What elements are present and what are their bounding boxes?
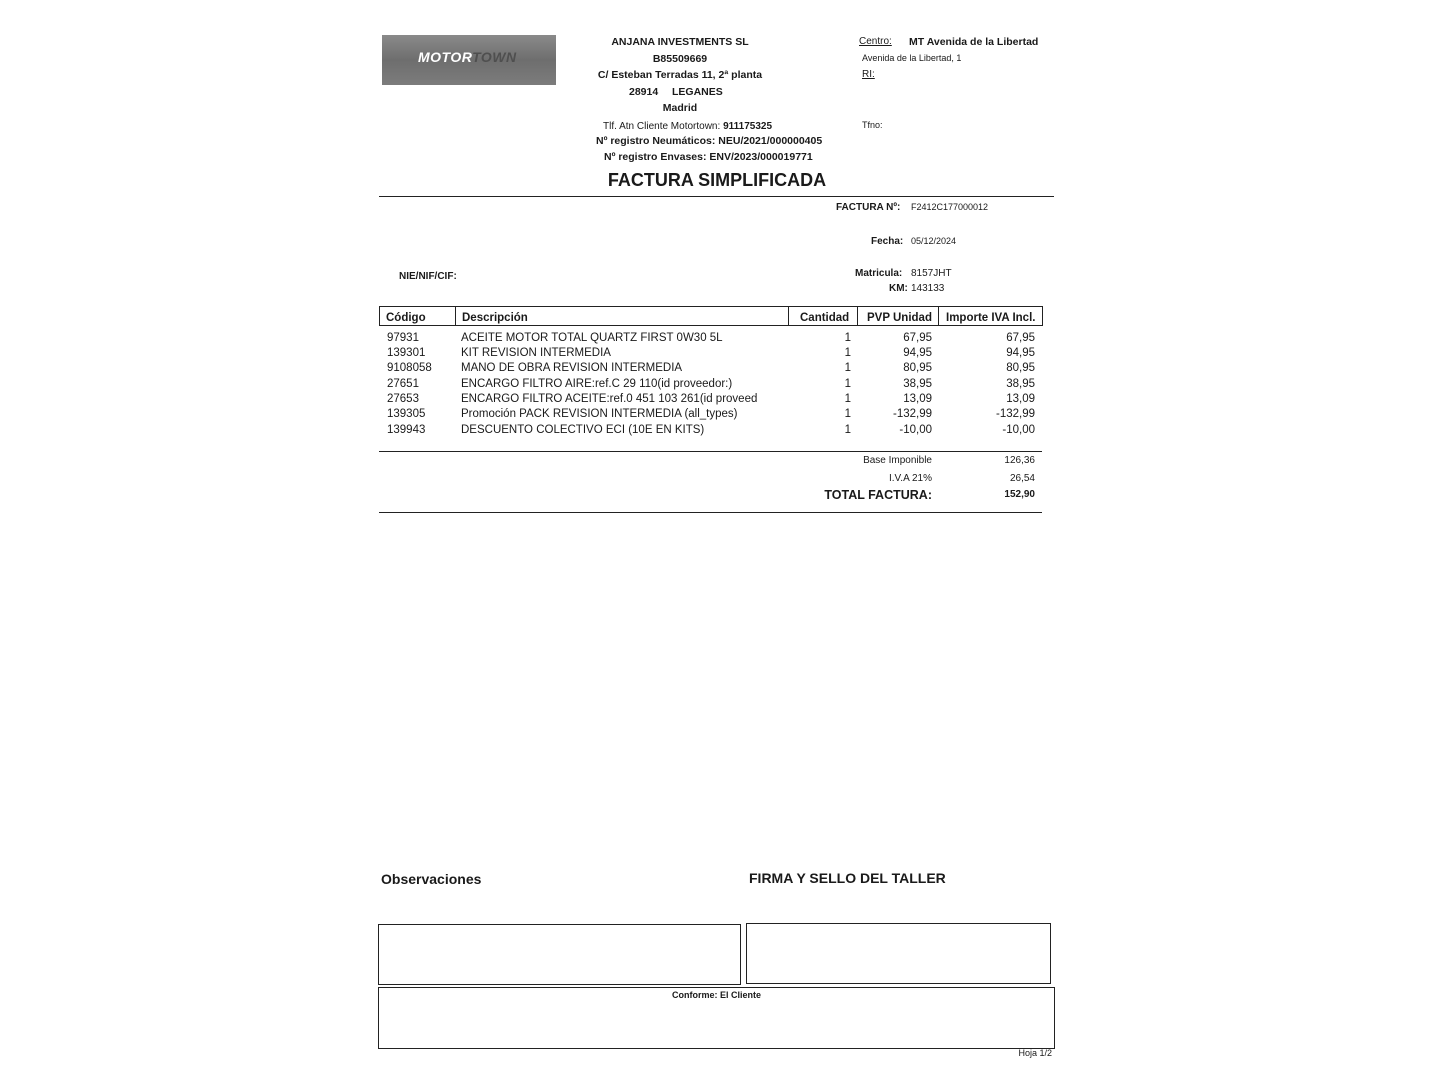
table-row — [379, 378, 1043, 393]
row-description: MANO DE OBRA REVISION INTERMEDIA — [461, 362, 683, 374]
plate-label: Matricula: — [855, 268, 903, 279]
invoice-date-label: Fecha: — [871, 236, 904, 247]
row-description: ACEITE MOTOR TOTAL QUARTZ FIRST 0W30 5L — [461, 332, 723, 344]
iva-label: I.V.A 21% — [889, 473, 932, 484]
company-city: LEGANES — [672, 86, 723, 98]
row-unit-price: 13,09 — [903, 393, 932, 405]
document-title: FACTURA SIMPLIFICADA — [607, 170, 827, 190]
nif-label: NIE/NIF/CIF: — [399, 271, 457, 282]
logo-text-motor: MOTOR — [418, 49, 473, 65]
totals-top-divider — [379, 451, 1042, 452]
row-amount: -132,99 — [995, 408, 1035, 420]
row-quantity: 1 — [844, 347, 851, 359]
row-unit-price: -132,99 — [892, 408, 932, 420]
table-row — [379, 424, 1043, 439]
signature-label: FIRMA Y SELLO DEL TALLER — [749, 870, 946, 886]
table-row — [379, 393, 1043, 408]
row-code: 27651 — [387, 378, 419, 390]
row-amount: 94,95 — [1006, 347, 1035, 359]
company-street: C/ Esteban Terradas 11, 2ª planta — [597, 69, 763, 81]
header-separator — [938, 307, 939, 325]
row-unit-price: 38,95 — [903, 378, 932, 390]
row-code: 9108058 — [387, 362, 432, 374]
company-postal-code: 28914 — [629, 86, 659, 98]
logo-text-town: TOWN — [472, 49, 517, 65]
table-row — [379, 332, 1043, 347]
row-quantity: 1 — [844, 424, 851, 436]
row-code: 139305 — [387, 408, 426, 420]
row-code: 97931 — [387, 332, 419, 344]
row-description: Promoción PACK REVISION INTERMEDIA (all_types) — [461, 408, 738, 420]
header-amount: Importe IVA Incl. — [946, 312, 1036, 324]
row-amount: 13,09 — [1006, 393, 1035, 405]
row-code: 139943 — [387, 424, 426, 436]
signature-box — [746, 923, 1051, 984]
header-separator — [788, 307, 789, 325]
table-row — [379, 362, 1043, 377]
header-unit-price: PVP Unidad — [867, 312, 932, 324]
table-row — [379, 408, 1043, 423]
header-separator — [455, 307, 456, 325]
header-quantity: Cantidad — [800, 312, 850, 324]
page-number: Hoja 1/2 — [1018, 1048, 1052, 1058]
company-phone-line — [603, 121, 772, 132]
row-code: 27653 — [387, 393, 419, 405]
company-province: Madrid — [662, 102, 698, 114]
title-divider — [379, 196, 1054, 197]
row-quantity: 1 — [844, 393, 851, 405]
centre-address: Avenida de la Libertad, 1 — [862, 53, 962, 63]
row-unit-price: 80,95 — [903, 362, 932, 374]
row-quantity: 1 — [844, 408, 851, 420]
centre-name: MT Avenida de la Libertad — [909, 36, 1039, 48]
container-registry: Nº registro Envases: ENV/2023/000019771 — [604, 151, 813, 163]
observations-box — [378, 924, 741, 985]
row-quantity: 1 — [844, 332, 851, 344]
row-quantity: 1 — [844, 362, 851, 374]
row-amount: -10,00 — [1002, 424, 1035, 436]
table-row — [379, 347, 1043, 362]
centre-ri-label: RI: — [862, 69, 875, 80]
row-amount: 38,95 — [1006, 378, 1035, 390]
row-unit-price: -10,00 — [899, 424, 932, 436]
client-box — [378, 987, 1055, 1049]
total-label: TOTAL FACTURA: — [824, 488, 932, 502]
row-description: ENCARGO FILTRO AIRE:ref.C 29 110(id proveedor:) — [461, 378, 733, 390]
row-amount: 67,95 — [1006, 332, 1035, 344]
row-description: KIT REVISION INTERMEDIA — [461, 347, 611, 359]
base-value: 126,36 — [1004, 455, 1035, 466]
header-description: Descripción — [462, 312, 528, 324]
invoice-number: F2412C177000012 — [911, 202, 989, 212]
iva-value: 26,54 — [1009, 473, 1035, 484]
centre-label: Centro: — [859, 36, 892, 47]
plate-value: 8157JHT — [911, 268, 952, 279]
row-description: ENCARGO FILTRO ACEITE:ref.0 451 103 261(id proveed — [461, 393, 758, 405]
company-name: ANJANA INVESTMENTS SL — [611, 36, 749, 48]
invoice-number-label: FACTURA Nº: — [836, 202, 901, 213]
tyre-registry: Nº registro Neumáticos: NEU/2021/000000405 — [596, 135, 823, 147]
invoice-date: 05/12/2024 — [911, 236, 957, 246]
client-label: Conforme: El Cliente — [671, 990, 761, 1000]
row-quantity: 1 — [844, 378, 851, 390]
motortown-logo — [382, 35, 556, 85]
header-code: Código — [386, 312, 426, 324]
row-description: DESCUENTO COLECTIVO ECI (10E EN KITS) — [461, 424, 705, 436]
header-separator — [857, 307, 858, 325]
km-value: 143133 — [911, 283, 945, 294]
km-label: KM: — [889, 283, 908, 294]
company-phone-label: Tlf. Atn Cliente Motortown: — [603, 121, 721, 132]
totals-bottom-divider — [379, 512, 1042, 513]
base-label: Base Imponible — [863, 455, 932, 466]
row-code: 139301 — [387, 347, 426, 359]
company-phone: 911175325 — [723, 121, 773, 132]
row-unit-price: 94,95 — [903, 347, 932, 359]
total-value: 152,90 — [1004, 489, 1035, 500]
table-header — [379, 306, 1043, 326]
company-cif: B85509669 — [652, 53, 708, 65]
observations-label: Observaciones — [381, 871, 482, 887]
row-unit-price: 67,95 — [903, 332, 932, 344]
centre-phone-label: Tfno: — [862, 120, 883, 130]
row-amount: 80,95 — [1006, 362, 1035, 374]
